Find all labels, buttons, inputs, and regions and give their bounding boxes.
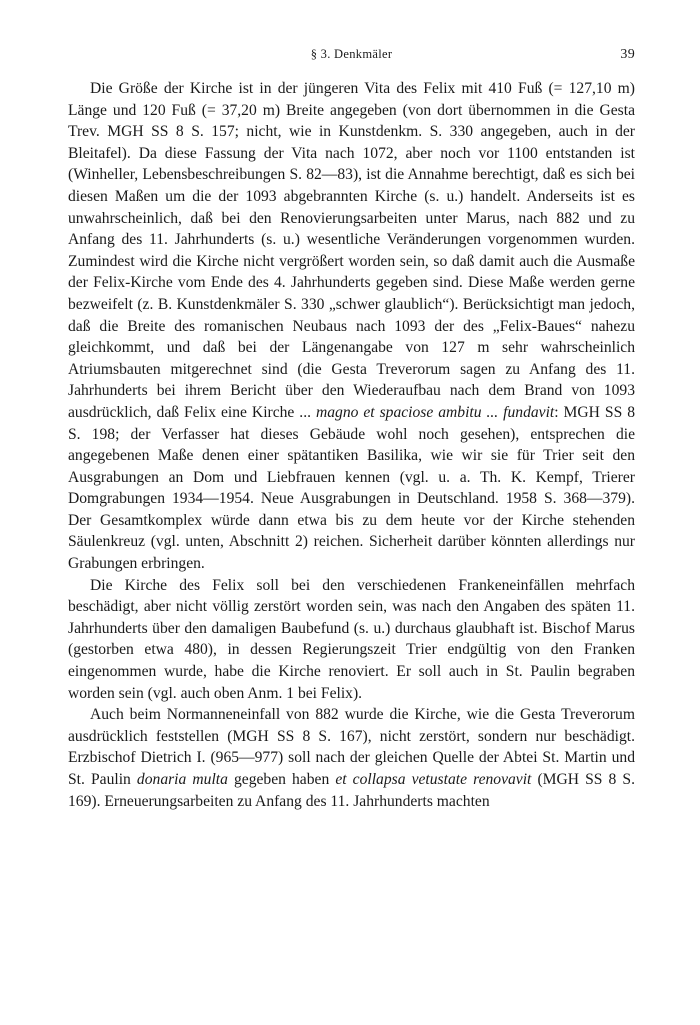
section-title: § 3. Denkmäler: [310, 47, 393, 61]
paragraph: [68, 704, 635, 812]
paragraph: [68, 575, 635, 705]
text-run: Auch beim Normanneneinfall von 882 wurde die Kirche, wie die Gesta Treverorum ausdrücklich feststellen (MGH SS 8 S. 167), nicht zerstört, sondern nur beschädigt. Erzbischof Dietrich I. (965—977) soll nach der gleichen Quelle der Abtei St. Martin und St. Paulin: [68, 706, 635, 788]
italic-text: et collapsa vetustate renovavit: [335, 771, 532, 788]
text-run: Die Kirche des Felix soll bei den verschiedenen Frankeneinfällen mehrfach beschädigt, aber nicht völlig zerstört worden sein, was nach den Angaben des späten 11. Jahrhunderts über den damaligen Baubefund (s. u.) durchaus glaubhaft ist. Bischof Marus (gestorben etwa 480), in dessen Regierungszeit Trier endgültig von den Franken eingenommen wurde, habe die Kirche renoviert. Er soll auch in St. Paulin begraben worden sein (vgl. auch oben Anm. 1 bei Felix).: [68, 576, 635, 702]
page-number: 39: [620, 47, 635, 62]
text-run: Die Größe der Kirche ist in der jüngeren Vita des Felix mit 410 Fuß (= 127,10 m) Länge und 120 Fuß (= 37,20 m) Breite angegeben (von dort übernommen in die Gesta Trev. MGH SS 8 S. 157; nicht, wie in Kunstdenkm. S. 330 angegeben, auch in der Bleitafel). Da diese Fassung der Vita nach 1072, aber noch vor 1100 entstanden ist (Winheller, Lebensbeschreibungen S. 82—83), ist die Annahme berechtigt, daß es sich bei diesen Maßen um die der 1093 abgebrannten Kirche (s. u.) handelt. Anderseits ist es unwahrscheinlich, daß bei den Renovierungsarbeiten unter Marus, nach 882 und zu Anfang des 11. Jahrhunderts (s. u.) wesentliche Veränderungen vorgenommen wurden. Zumindest wird die Kirche nicht vergrößert worden sein, so daß damit auch die Ausmaße der Felix-Kirche vom Ende des 4. Jahrhunderts gegeben sind. Diese Maße werden gerne bezweifelt (z. B. Kunstdenkmäler S. 330 „schwer glaublich“). Berücksichtigt man jedoch, daß die Breite des romanischen Neubaus nach 1093 der des „Felix-Baues“ nahezu gleichkommt, und daß bei der Längenangabe von 127 m sehr wahrscheinlich Atriumsbauten mitgerechnet sind (die Gesta Treverorum sagen zu Anfang des 11. Jahrhunderts bei ihrem Bericht über den Wiederaufbau nach dem Brand von 1093 ausdrücklich, daß Felix eine Kirche ...: [68, 80, 635, 421]
italic-text: donaria multa: [136, 771, 228, 788]
body-text: [68, 78, 635, 812]
italic-text: magno et spaciose ambitu ... fundavit: [315, 403, 555, 421]
running-head: [68, 47, 635, 67]
text-run: (MGH SS 8 S. 169). Erneuerungsarbeiten zu Anfang des 11. Jahrhunderts machten: [68, 771, 635, 810]
paragraph: [68, 78, 635, 575]
text-run: : MGH SS 8 S. 198; der Verfasser hat dieses Gebäude wohl noch gesehen), entsprechen die angegebenen Maße denen einer spätantiken Basilika, wie wir sie für Trier seit den Ausgrabungen an Dom und Liebfrauen kennen (vgl. u. a. Th. K. Kempf, Trierer Domgrabungen 1934—1954. Neue Ausgrabungen in Deutschland. 1958 S. 368—379). Der Gesamtkomplex würde dann etwa bis zu dem heute vor der Kirche stehenden Säulenkreuz (vgl. unten, Abschnitt 2) reichen. Sicherheit darüber könnten allerdings nur Grabungen erbringen.: [68, 403, 635, 573]
text-run: gegeben haben: [227, 771, 336, 788]
